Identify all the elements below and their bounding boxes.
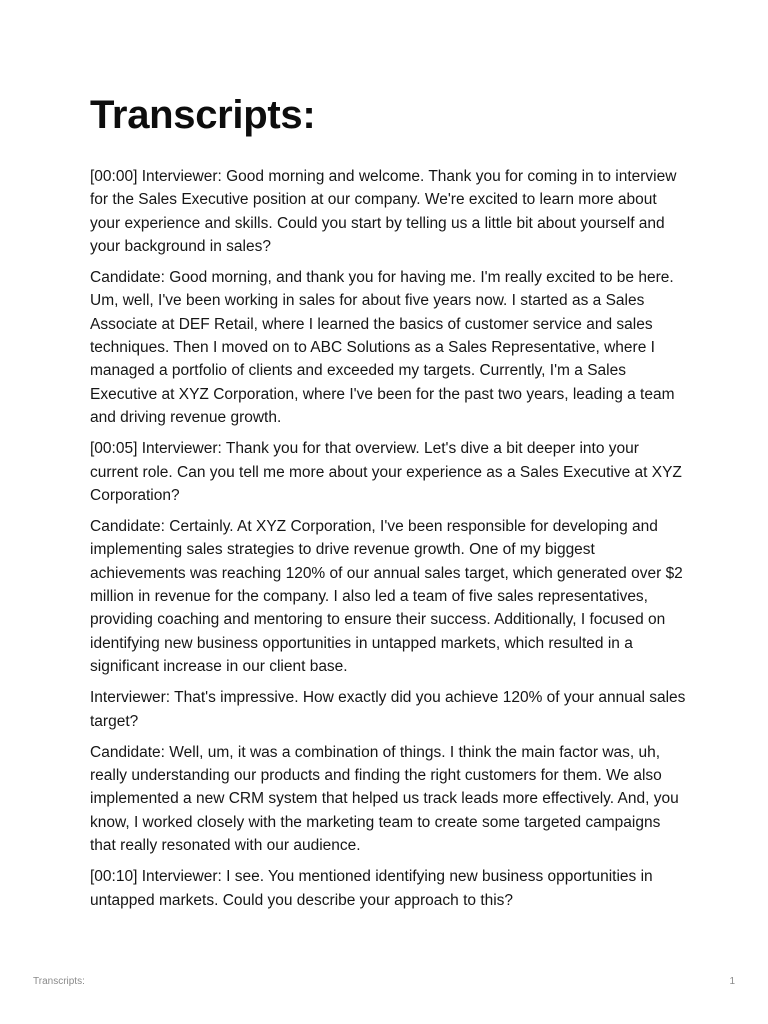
transcript-paragraph: Candidate: Well, um, it was a combination of things. I think the main factor was, uh, really understanding our products and finding the right customers for them. We also implemented a new CRM system that helped us track leads more effectively. And, you know, I worked closely with the marketing team to create some targeted campaigns that really resonated with our audience.	[90, 743, 679, 855]
footer-document-title: Transcripts:	[33, 976, 85, 987]
transcript-content	[90, 92, 686, 920]
transcript-paragraph: Interviewer: That's impressive. How exactly did you achieve 120% of your annual sales target?	[90, 689, 686, 730]
transcript-paragraph: Candidate: Good morning, and thank you for having me. I'm really excited to be here. Um, well, I've been working in sales for about five years now. I started as a Sales Associate at DEF Retail, where I learned the basics of customer service and sales techniques. Then I moved on to ABC Solutions as a Sales Representative, where I managed a portfolio of clients and exceeded my targets. Currently, I'm a Sales Executive at XYZ Corporation, where I've been for the past two years, leading a team and driving revenue growth.	[90, 269, 675, 426]
transcript-paragraph: Candidate: Certainly. At XYZ Corporation, I've been responsible for developing and implementing sales strategies to drive revenue growth. One of my biggest achievements was reaching 120% of our annual sales target, which generated over $2 million in revenue for the company. I also led a team of five sales representatives, providing coaching and mentoring to ensure their success. Additionally, I focused on identifying new business opportunities in untapped markets, which resulted in a significant increase in our client base.	[90, 518, 683, 675]
transcript-paragraph: [00:10] Interviewer: I see. You mentioned identifying new business opportunities in untapped markets. Could you describe your approach to this?	[90, 868, 653, 909]
page-title: Transcripts:	[90, 93, 316, 137]
footer-page-number: 1	[729, 976, 735, 987]
transcript-paragraph: [00:05] Interviewer: Thank you for that overview. Let's dive a bit deeper into your current role. Can you tell me more about your experience as a Sales Executive at XYZ Corporation?	[90, 440, 682, 504]
transcript-paragraph: [00:00] Interviewer: Good morning and welcome. Thank you for coming in to interview for the Sales Executive position at our company. We're excited to learn more about your experience and skills. Could you start by telling us a little bit about yourself and your background in sales?	[90, 168, 677, 255]
